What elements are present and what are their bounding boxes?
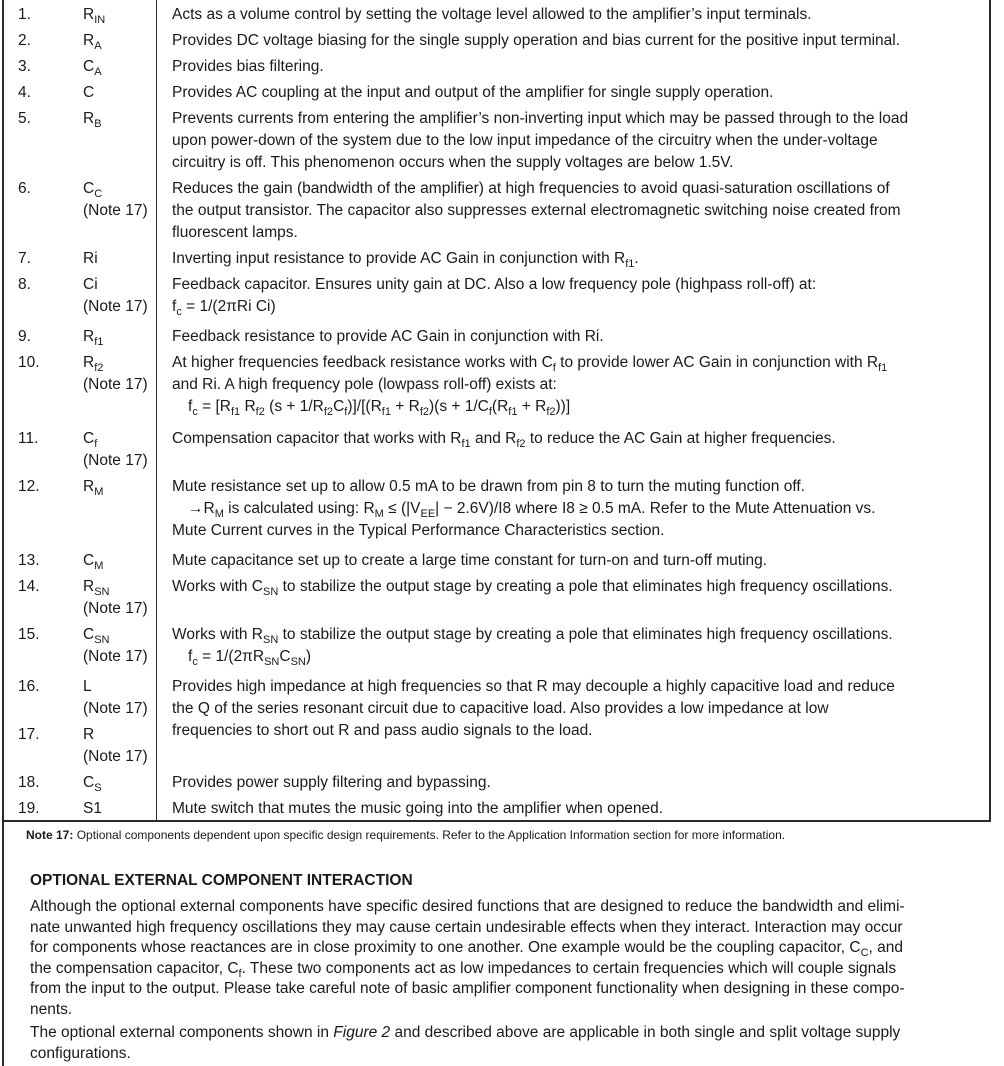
- paragraph-line: The optional external components shown in Figure 2 and described above are applicable in both single and split voltage supply: [30, 1024, 901, 1041]
- paragraph-line: from the input to the output. Please take careful note of basic amplifier component functionality when designing in these compo-: [30, 980, 905, 997]
- row-number: 9.: [18, 328, 31, 345]
- section-title: OPTIONAL EXTERNAL COMPONENT INTERACTION: [30, 872, 413, 889]
- component-designator: $C_C$ (Note 17): [83, 180, 148, 219]
- component-designator: $R_{f1}$: [83, 328, 104, 348]
- component-function: Works with $R_{SN}$ to stabilize the output stage by creating a pole that eliminates high frequency oscillations. $f_c = 1/(2\pi R_{SN}C_{SN})$: [172, 626, 893, 668]
- component-function: Mute switch that mutes the music going into the amplifier when opened.: [172, 800, 664, 817]
- note-label: Note 17:: [26, 828, 74, 842]
- row-number: 14.: [18, 578, 40, 595]
- row-number: 1.: [18, 6, 31, 23]
- component-designator: $R_M$: [83, 478, 104, 498]
- row-number: 18.: [18, 774, 40, 791]
- component-function: Provides power supply filtering and bypassing.: [172, 774, 491, 791]
- component-designator: $C_M$: [83, 552, 104, 572]
- row-number: 13.: [18, 552, 40, 569]
- component-designator: S1: [83, 800, 102, 817]
- row-number: 6.: [18, 180, 31, 197]
- component-function: Mute capacitance set up to create a large time constant for turn-on and turn-off muting.: [172, 552, 768, 569]
- row-number: 17.: [18, 726, 40, 743]
- row-number: 12.: [18, 478, 40, 495]
- row-number: 11.: [18, 430, 39, 447]
- row-number: 4.: [18, 84, 31, 101]
- component-designator: C: [83, 84, 95, 101]
- row-number: 15.: [18, 626, 40, 643]
- right-border: [989, 0, 991, 822]
- row-number: 8.: [18, 276, 31, 293]
- section-paragraph-1: [30, 897, 975, 1020]
- component-designator: $R_{SN}$ (Note 17): [83, 578, 148, 617]
- component-function: Works with $C_{SN}$ to stabilize the output stage by creating a pole that eliminates high frequency oscillations.: [172, 578, 893, 598]
- row-number: 3.: [18, 58, 31, 75]
- left-border: [2, 0, 4, 1066]
- note-17: [26, 827, 785, 843]
- component-function: Feedback capacitor. Ensures unity gain at DC. Also a low frequency pole (highpass roll-off) at: $f_c = 1/(2\pi Ri$ Ci): [172, 276, 817, 318]
- table-bottom-rule: [2, 820, 991, 822]
- row-number: 5.: [18, 110, 31, 127]
- paragraph-line: nate unwanted high frequency oscillations they may cause certain undesirable effects when they interact. Interaction may occur: [30, 918, 903, 936]
- component-designator: $R_{IN}$: [83, 6, 106, 26]
- component-designator: R (Note 17): [83, 726, 148, 765]
- component-function: Provides high impedance at high frequencies so that R may decouple a highly capacitive load and reduce the Q of the series resonant circuit due to capacitive load. Also provides a low impedance at low frequencies to short out R and pass audio signals to the load.: [172, 678, 895, 739]
- component-designator: Ci (Note 17): [83, 276, 148, 315]
- note-text: Optional components dependent upon specific design requirements. Refer to the Application Information section for more information.: [76, 828, 786, 842]
- component-function: Provides bias filtering.: [172, 58, 324, 75]
- component-function: Compensation capacitor that works with $R_{f1}$ and $R_{f2}$ to reduce the AC Gain at higher frequencies.: [172, 430, 836, 450]
- component-designator: $R_A$: [83, 32, 102, 52]
- paragraph-line: configurations.: [30, 1044, 131, 1062]
- component-designator: Ri: [83, 250, 98, 267]
- row-number: 7.: [18, 250, 31, 267]
- component-designator: $R_B$: [83, 110, 102, 130]
- component-designator: $C_f$ (Note 17): [83, 430, 148, 469]
- row-number: 19.: [18, 800, 40, 817]
- component-designator: $R_{f2}$ (Note 17): [83, 354, 148, 393]
- section-paragraph-2: [30, 1023, 975, 1064]
- component-function: Mute resistance set up to allow 0.5 mA to be drawn from pin 8 to turn the muting function off. $\to R_M$ is calculated using: $R_M \le (|V_{EE}| - 2.6V)/I8$ where I8 ≥ 0.5 mA. Refer to the Mute Attenuation vs. Mute Current curves in the Typical Performance Characteristics section.: [172, 478, 876, 539]
- component-function: Acts as a volume control by setting the voltage level allowed to the amplifier’s input terminals.: [172, 6, 812, 23]
- component-function: Feedback resistance to provide AC Gain in conjunction with Ri.: [172, 328, 604, 345]
- component-function: Inverting input resistance to provide AC Gain in conjunction with $R_{f1}$.: [172, 250, 639, 270]
- paragraph-line: the compensation capacitor, $C_f$. These two components act as low impedances to certain frequencies which will couple signals: [30, 959, 897, 980]
- component-designator: $C_S$: [83, 774, 102, 794]
- component-designator: $C_{SN}$ (Note 17): [83, 626, 148, 665]
- row-number: 16.: [18, 678, 40, 695]
- component-function: Provides AC coupling at the input and output of the amplifier for single supply operation.: [172, 84, 774, 101]
- paragraph-line: for components whose reactances are in close proximity to one another. One example would be the coupling capacitor, $C_C$, and: [30, 939, 904, 959]
- component-designator: L (Note 17): [83, 678, 148, 717]
- paragraph-line: nents.: [30, 1000, 73, 1018]
- column-divider: [156, 0, 157, 822]
- row-number: 10.: [18, 354, 40, 371]
- component-function: At higher frequencies feedback resistance works with $C_f$ to provide lower AC Gain in conjunction with $R_{f1}$ and Ri. A high frequency pole (lowpass roll-off) exists at: $f_c = [R_{f1}$ $R_{f2}$ $(s + 1/R_{f2}C_f)]/[(R_{f1} + R_{f2})(s + 1/C_f(R_{f1} + R_{f2}))]$: [172, 354, 888, 418]
- paragraph-line: Although the optional external components have specific desired functions that are designed to reduce the bandwidth and elimi-: [30, 898, 905, 915]
- component-designator: $C_A$: [83, 58, 102, 78]
- component-function: Reduces the gain (bandwidth of the amplifier) at high frequencies to avoid quasi-saturation oscillations of the output transistor. The capacitor also suppresses external electromagnetic switching noise created from fluorescent lamps.: [172, 180, 901, 241]
- component-function: Provides DC voltage biasing for the single supply operation and bias current for the positive input terminal.: [172, 32, 901, 49]
- component-function: Prevents currents from entering the amplifier’s non-inverting input which may be passed through to the load upon power-down of the system due to the low input impedance of the circuitry when the under-voltage circuitry is off. This phenomenon occurs when the supply voltages are below 1.5V.: [172, 110, 909, 171]
- row-number: 2.: [18, 32, 31, 49]
